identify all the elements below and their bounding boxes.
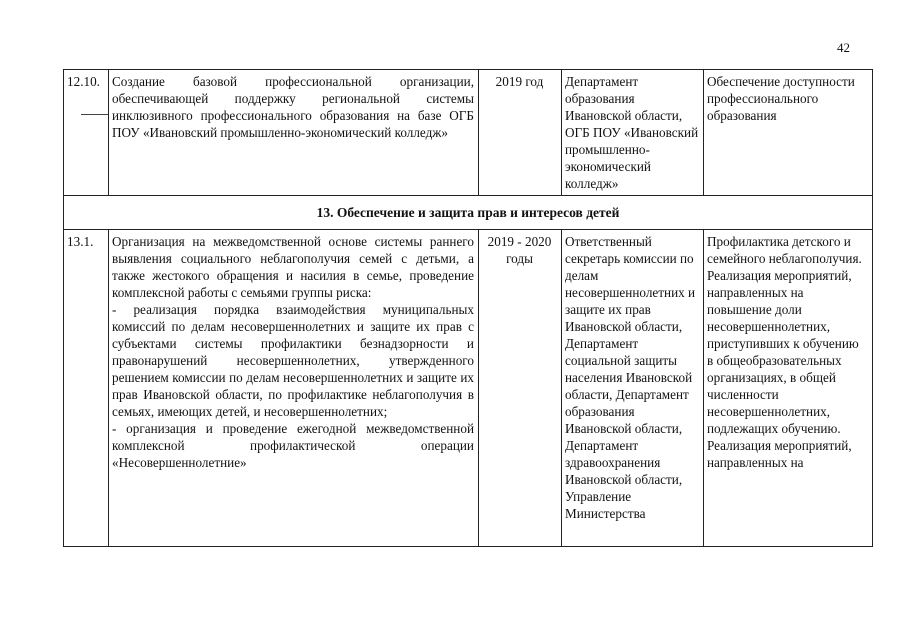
plan-table — [63, 69, 873, 547]
task-item: - реализация порядка взаимодействия муниципальных комиссий по делам несовершеннолетних и защите их прав с субъектами системы профилактики безнадзорности и правонарушений несовершеннолетних, утвержденного решением комиссии по делам несовершеннолетних и защите их прав Ивановской области, по профилактике неблагополучия в семьях, имеющих детей, и несовершеннолетних; — [112, 302, 474, 419]
term-cell: 2019 год — [479, 70, 562, 196]
row-number: 12.10. — [67, 74, 100, 89]
task-item: - организация и проведение ежегодной межведомственной комплексной профилактической операции «Несовершеннолетние» — [112, 421, 474, 470]
task-cell: Создание базовой профессиональной организации, обеспечивающей поддержку региональной системы инклюзивного профессионального образования на базе ОГБ ПОУ «Ивановский промышленно-экономический колледж» — [109, 70, 479, 196]
term-cell: 2019 - 2020 годы — [479, 230, 562, 547]
row-number-cell — [64, 70, 109, 196]
table-row — [64, 230, 873, 547]
section-row — [64, 196, 873, 230]
responsible-cell: Департамент образования Ивановской области, ОГБ ПОУ «Ивановский промышленно-экономический колледж» — [562, 70, 704, 196]
row-number-cell: 13.1. — [64, 230, 109, 547]
responsible-cell: Ответственный секретарь комиссии по делам несовершеннолетних и защите их прав Ивановской области, Департамент социальной защиты населения Ивановской области, Департамент образования Ивановской области, Департамент здравоохранения Ивановской области, Управление Министерства — [562, 230, 704, 547]
section-title: 13. Обеспечение и защита прав и интересов детей — [64, 196, 873, 230]
table-row — [64, 70, 873, 196]
task-intro: Организация на межведомственной основе системы раннего выявления социального неблагополучия семей с детьми, а также жестокого обращения и насилия в семье, проведение комплексной работы с семьями группы риска: — [112, 234, 474, 300]
margin-mark — [81, 114, 109, 115]
result-cell: Обеспечение доступности профессионального образования — [704, 70, 873, 196]
page-number: 42 — [837, 40, 850, 55]
task-cell — [109, 230, 479, 547]
result-cell: Профилактика детского и семейного неблагополучия. Реализация мероприятий, направленных на повышение доли несовершеннолетних, приступивших к обучению в общеобразовательных организациях, в общей численности несовершеннолетних, подлежащих обучению. Реализация мероприятий, направленных на — [704, 230, 873, 547]
